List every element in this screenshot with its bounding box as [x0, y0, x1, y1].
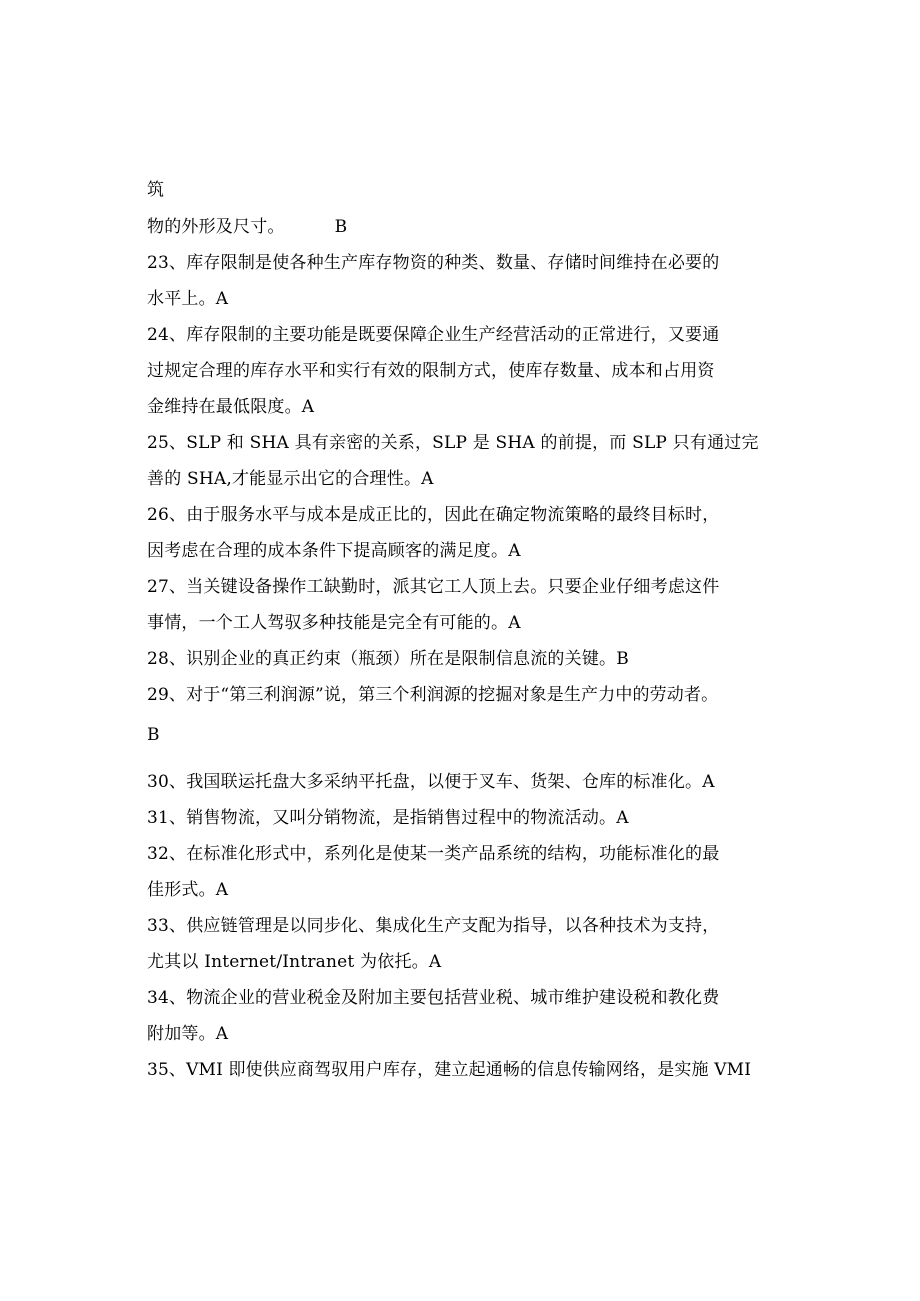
text-line: 35、VMI 即使供应商驾驭用户库存，建立起通畅的信息传输网络，是实施 VMI — [147, 1060, 752, 1080]
text-line: 筑 — [147, 180, 165, 200]
text-line: 水平上。A — [147, 289, 229, 309]
text-line: 善的 SHA,才能显示出它的合理性。A — [147, 469, 434, 489]
text-line: 30、我国联运托盘大多采纳平托盘，以便于叉车、货架、仓库的标准化。A — [147, 772, 715, 792]
text-line: 25、SLP 和 SHA 具有亲密的关系，SLP 是 SHA 的前提，而 SLP 只有通过完 — [147, 433, 759, 453]
text-line: 24、库存限制的主要功能是既要保障企业生产经营活动的正常进行，又要通 — [147, 325, 720, 345]
text-line: B — [147, 725, 160, 745]
answer-label: B — [334, 217, 348, 237]
text-line: 32、在标准化形式中，系列化是使某一类产品系统的结构，功能标准化的最 — [147, 844, 720, 864]
text-line: 33、供应链管理是以同步化、集成化生产支配为指导，以各种技术为支持， — [147, 916, 720, 936]
text-line: 尤其以 Internet/Intranet 为依托。A — [147, 952, 442, 972]
text-fragment: 物的外形及尺寸。 — [147, 217, 285, 237]
text-line: 事情，一个工人驾驭多种技能是完全有可能的。A — [147, 613, 521, 633]
text-line: 佳形式。A — [147, 880, 229, 900]
text-line: 金维持在最低限度。A — [147, 397, 315, 417]
text-line: 29、对于“第三利润源”说，第三个利润源的挖掘对象是生产力中的劳动者。 — [147, 685, 719, 705]
text-line: 28、识别企业的真正约束（瓶颈）所在是限制信息流的关键。B — [147, 649, 629, 669]
text-line: 附加等。A — [147, 1024, 229, 1044]
text-line: 因考虑在合理的成本条件下提高顾客的满足度。A — [147, 541, 521, 561]
text-line — [147, 215, 787, 239]
text-line: 过规定合理的库存水平和实行有效的限制方式，使库存数量、成本和占用资 — [147, 361, 715, 381]
text-line: 27、当关键设备操作工缺勤时，派其它工人顶上去。只要企业仔细考虑这件 — [147, 577, 720, 597]
text-line: 31、销售物流，又叫分销物流，是指销售过程中的物流活动。A — [147, 808, 629, 828]
text-line: 26、由于服务水平与成本是成正比的，因此在确定物流策略的最终目标时， — [147, 505, 720, 525]
text-line: 23、库存限制是使各种生产库存物资的种类、数量、存储时间维持在必要的 — [147, 253, 720, 273]
text-line: 34、物流企业的营业税金及附加主要包括营业税、城市维护建设税和教化费 — [147, 988, 720, 1008]
